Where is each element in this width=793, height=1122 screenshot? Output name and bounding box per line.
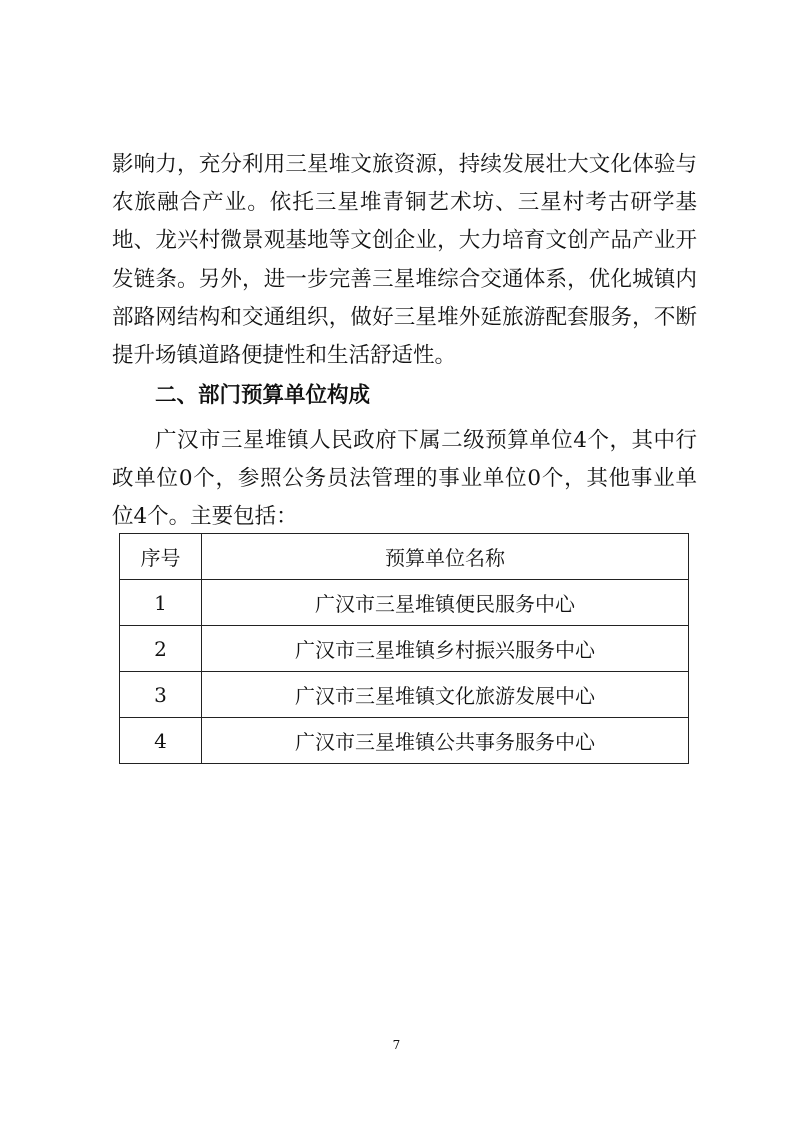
row-unit-name-cell: 广汉市三星堆镇便民服务中心 <box>202 580 689 626</box>
row-unit-name-cell: 广汉市三星堆镇文化旅游发展中心 <box>202 672 689 718</box>
body-paragraph-1: 影响力，充分利用三星堆文旅资源，持续发展壮大文化体验与农旅融合产业。依托三星堆青铜艺术坊、三星村考古研学基地、龙兴村微景观基地等文创企业，大力培育文创产品产业开发链条。另外，进一步完善三星堆综合交通体系，优化城镇内部路网结构和交通组织，做好三星堆外延旅游配套服务，不断提升场镇道路便捷性和生活舒适性。 <box>112 152 697 369</box>
row-unit-name-cell: 广汉市三星堆镇乡村振兴服务中心 <box>202 626 689 672</box>
header-cell-unit-name: 预算单位名称 <box>202 534 689 580</box>
table-header-row <box>120 534 689 580</box>
row-number-cell: 1 <box>120 580 202 626</box>
budget-units-table <box>119 533 689 764</box>
table-row <box>120 718 689 764</box>
body-paragraph-2: 广汉市三星堆镇人民政府下属二级预算单位4个，其中行政单位0个，参照公务员法管理的事业单位0个，其他事业单位4个。主要包括： <box>112 428 697 530</box>
table-row <box>120 672 689 718</box>
row-number-cell: 2 <box>120 626 202 672</box>
page-number: 7 <box>392 1038 401 1052</box>
row-number-cell: 3 <box>120 672 202 718</box>
row-number-cell: 4 <box>120 718 202 764</box>
section-heading: 二、部门预算单位构成 <box>155 383 371 408</box>
header-cell-number: 序号 <box>120 534 202 580</box>
row-unit-name-cell: 广汉市三星堆镇公共事务服务中心 <box>202 718 689 764</box>
table-row <box>120 626 689 672</box>
table-row <box>120 580 689 626</box>
